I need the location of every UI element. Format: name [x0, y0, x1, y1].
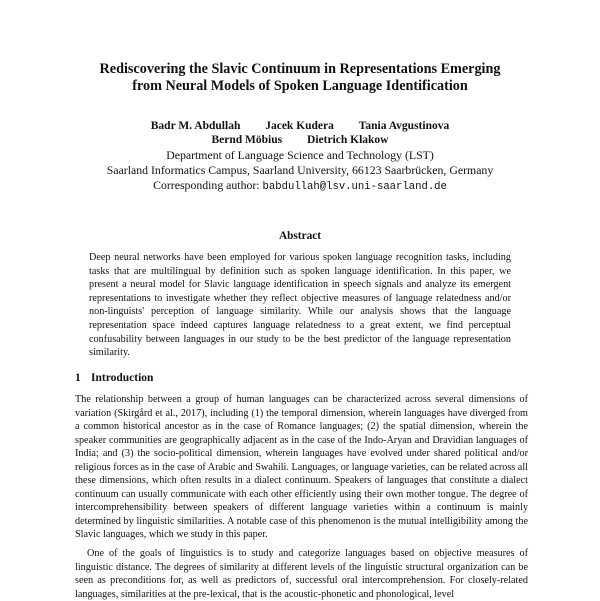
section-number: 1 — [75, 372, 81, 384]
title-line-1: Rediscovering the Slavic Continuum in Representations Emerging — [99, 61, 501, 77]
section-heading — [75, 372, 153, 384]
author-row-2 — [40, 133, 560, 147]
corresponding-label: Corresponding author: — [153, 178, 260, 192]
author-name: Tania Avgustinova — [358, 120, 450, 132]
abstract-text: Deep neural networks have been employed for various spoken language recognition tasks, including tasks that are multilingual by definition such as spoken language identification. In this paper, we present a neural model for Slavic language identification in speech signals and analyze its emergent representations to investigate whether they reflect objective measures of language relatedness and/or non-linguists' perception of language similarity. While our analysis shows that the language representation space indeed captures language relatedness to a great extent, we find perceptual confusability between languages in our study to be the best predictor of the language representation similarity. — [89, 252, 511, 359]
author-email: babdullah@lsv.uni-saarland.de — [262, 181, 447, 193]
intro-paragraph-1: The relationship between a group of human languages can be characterized across several dimensions of variation (Skirgård et al., 2017), including (1) the temporal dimension, wherein languages have diverged from a common historical ancestor as in the case of Romance languages; (2) the spatial dimension, wherein the speaker communities are geographically adjacent as in the case of the Indo-Aryan and Dravidian languages of India; and (3) the socio-political dimension, wherein languages have evolved under shared political and/or religious forces as in the case of Arabic and Swahili. Languages, or language varieties, can be related across all these dimensions, which often results in a dialect continuum. Speakers of languages that constitute a dialect continuum can usually communicate with each other efficiently using their own mother tongue. The degree of intercomprehensibility between speakers of different language varieties within a continuum is mainly determined by linguistic similarities. A notable case of this phenomenon is the mutual intelligibility among the Slavic languages, which we study in this paper. — [75, 394, 528, 540]
affiliation-department: Department of Language Science and Technology (LST) — [166, 148, 434, 162]
intro-paragraph-2: One of the goals of linguistics is to study and categorize languages based on objective measures of linguistic distance. The degrees of similarity at different levels of the linguistic structural organization can be seen as preconditions for, as well as predictors of, successful oral intercomprehension. For closely-related languages, similarities at the pre-lexical, that is the acoustic-phonetic and phonological, level — [75, 548, 528, 600]
affiliation-campus: Saarland Informatics Campus, Saarland University, 66123 Saarbrücken, Germany — [106, 163, 494, 177]
title-line-2: from Neural Models of Spoken Language Identification — [132, 78, 468, 94]
section-title: Introduction — [91, 372, 154, 384]
author-row-1 — [40, 119, 560, 133]
corresponding-author — [40, 178, 560, 194]
author-name: Jacek Kudera — [265, 120, 334, 132]
paper-title — [40, 61, 560, 95]
author-name: Dietrich Klakow — [307, 134, 389, 146]
author-name: Badr M. Abdullah — [150, 120, 241, 132]
author-name: Bernd Möbius — [211, 134, 283, 146]
abstract-heading: Abstract — [278, 230, 322, 242]
